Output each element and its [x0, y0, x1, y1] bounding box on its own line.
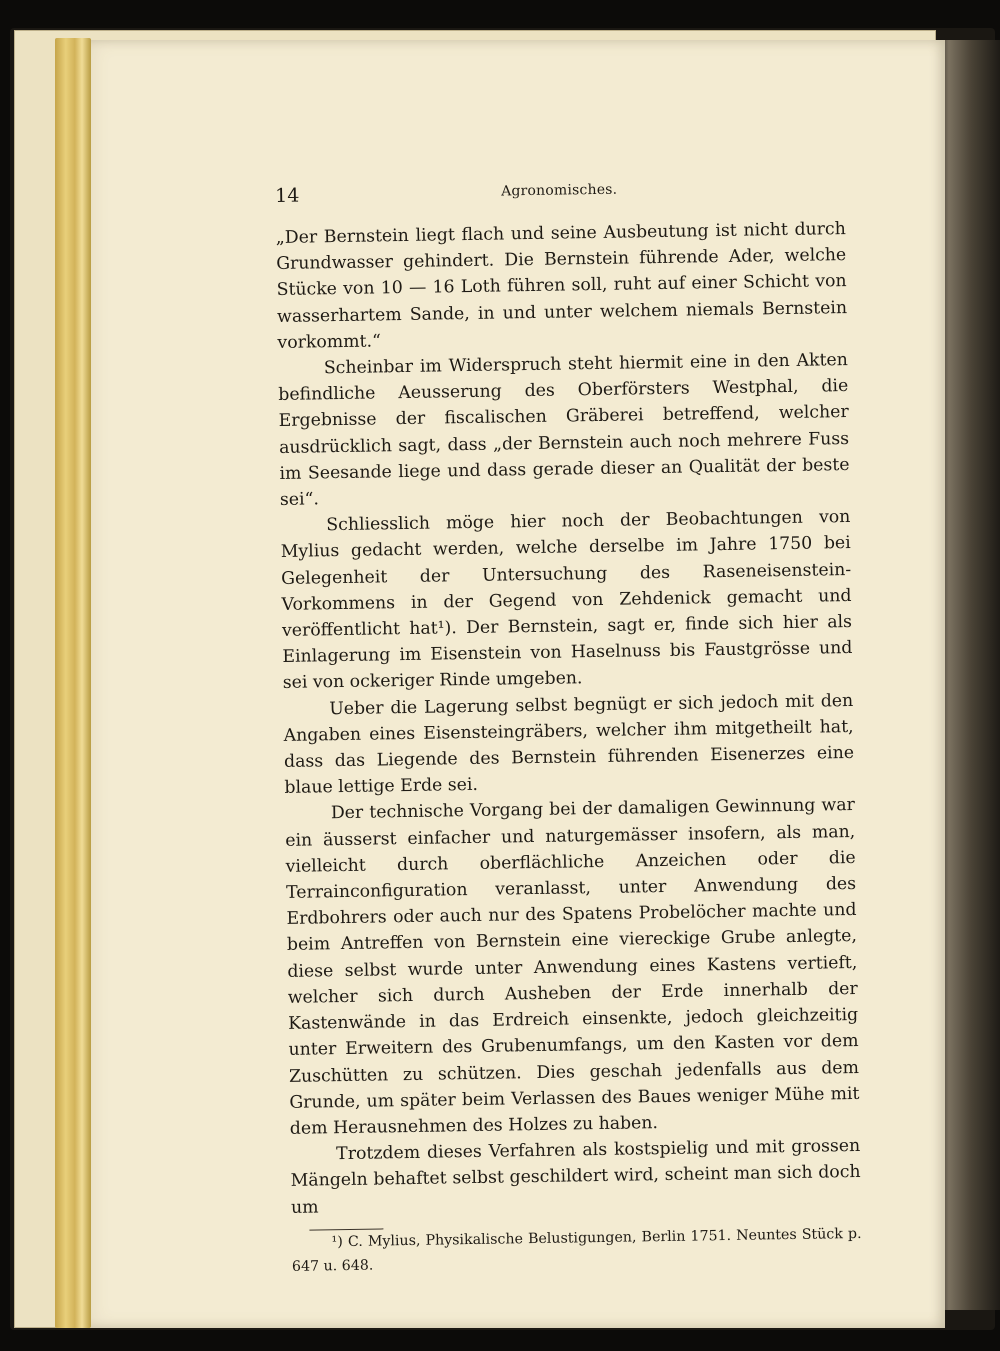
page-content	[275, 176, 862, 1279]
paragraph-mylius: Schliesslich möge hier noch der Beobachtungen von Mylius gedacht werden, welche derselbe im Jahre 1750 bei Gelegenheit der Untersuchung des Raseneisenstein-Vorkommens in der Gegend von Zehdenick gemacht und veröffentlicht hat¹). Der Bernstein, sagt er, finde sich hier als Einlagerung im Eisenstein von Haselnuss bis Faustgrösse und sei von ockeriger Rinde umgeben.	[280, 507, 853, 694]
gilt-page-edges	[55, 38, 91, 1328]
paragraph-trotzdem: Trotzdem dieses Verfahren als kostspielig und mit grossen Mängeln behaftet selbst geschildert wird, scheint man sich doch um	[290, 1136, 861, 1218]
page-number: 14	[275, 184, 300, 207]
page-edge-shadow	[936, 40, 1000, 1310]
paragraph-lagerung: Ueber die Lagerung selbst begnügt er sich jedoch mit den Angaben eines Eisensteingräbers, welcher ihm mitgetheilt hat, dass das Liegende des Bernstein führenden Eisenerzes eine blaue lettige Erde sei.	[283, 690, 855, 799]
paragraph-westphal: Scheinbar im Widerspruch steht hiermit eine in den Akten befindliche Aeusserung des Oberförsters Westphal, die Ergebnisse der fiscalischen Gräberei betreffend, welcher ausdrücklich sagt, dass „der Bernstein auch noch mehrere Fuss im Seesande liege und dass gerade dieser an Qualität der beste sei“.	[278, 350, 850, 510]
running-title: Agronomisches.	[501, 181, 618, 200]
paragraph-quote: „Der Bernstein liegt flach und seine Ausbeutung ist nicht durch Grundwasser gehindert. Die Bernstein führende Ader, welche Stücke von 10 — 16 Loth führen soll, ruht auf einer Schicht von wasserhartem Sande, in und unter welchem niemals Bernstein vorkommt.“	[275, 219, 848, 353]
footnote: ¹) C. Mylius, Physikalische Belustigungen, Berlin 1751. Neuntes Stück p. 647 u. 648.	[291, 1225, 862, 1275]
paragraph-vorgang: Der technische Vorgang bei der damaligen Gewinnung war ein äusserst einfacher und naturgemässer insofern, als man, vielleicht durch oberflächliche Anzeichen oder die Terrainconfiguration veranlasst, unter Anwendung des Erdbohrers oder auch nur des Spatens Probelöcher machte und beim Antreffen von Bernstein eine viereckige Grube anlegte, diese selbst wurde unter Anwendung eines Kastens vertieft, welcher sich durch Ausheben der Erde innerhalb der Kastenwände in das Erdreich einsenkte, jedoch gleichzeitig unter Erweitern des Grubenumfangs, um den Kasten vor dem Zuschütten zu schützen. Dies geschah jedenfalls aus dem Grunde, um später beim Verlassen des Baues weniger Mühe mit dem Herausnehmen des Holzes zu haben.	[285, 795, 860, 1139]
